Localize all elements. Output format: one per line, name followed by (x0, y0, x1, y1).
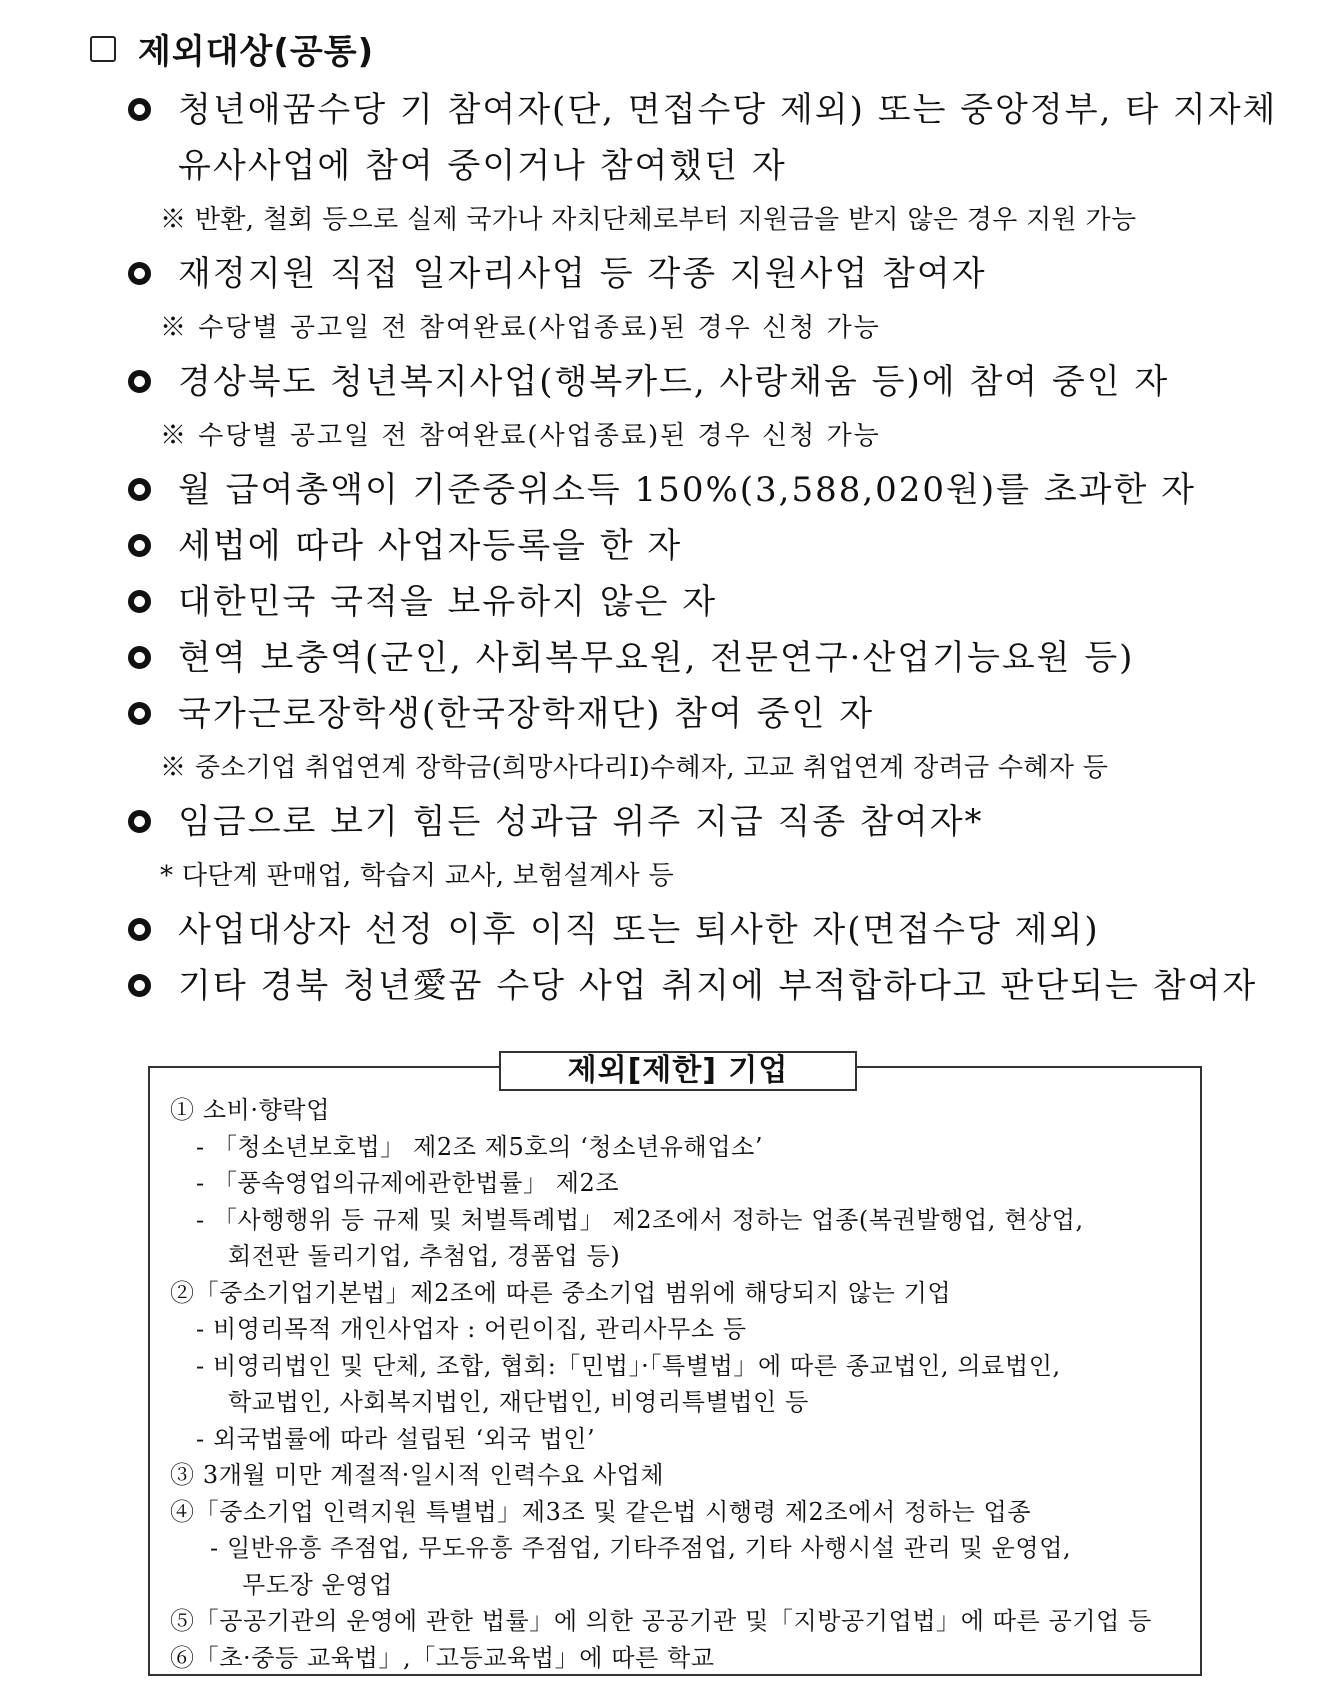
excluded-category-detail: - 「사행행위 등 규제 및 처벌특례법」 제2조에서 정하는 업종(복권발행업, 현상업, (196, 1205, 1084, 1234)
excluded-category: ③ 3개월 미만 계절적·일시적 인력수요 사업체 (170, 1461, 665, 1489)
excluded-category: ②「중소기업기본법」제2조에 따른 중소기업 범위에 해당되지 않는 기업 (170, 1278, 952, 1307)
ring-bullet-icon (128, 810, 151, 833)
exclusion-item (126, 246, 1226, 302)
exclusion-note: ※ 수당별 공고일 전 참여완료(사업종료)된 경우 신청 가능 (160, 313, 881, 343)
ring-bullet-icon (128, 534, 151, 557)
exclusion-item-text: 현역 보충역(군인, 사회복무요원, 전문연구·산업기능요원 등) (178, 638, 1135, 678)
exclusion-item-text: 청년애꿈수당 기 참여자(단, 면접수당 제외) 또는 중앙정부, 타 지자체 (178, 90, 1278, 130)
exclusion-note: ※ 반환, 철회 등으로 실제 국가나 자치단체로부터 지원금을 받지 않은 경우 지원 가능 (160, 205, 1137, 235)
ring-bullet-icon (128, 478, 151, 501)
excluded-category-detail: 무도장 운영업 (242, 1570, 393, 1599)
excluded-category-detail: - 외국법률에 따라 설립된 ‘외국 법인’ (196, 1424, 596, 1453)
exclusion-list (126, 82, 1278, 1014)
exclusion-item-text: 경상북도 청년복지사업(행복카드, 사랑채움 등)에 참여 중인 자 (178, 362, 1170, 402)
exclusion-item (126, 574, 1226, 630)
ring-bullet-icon (128, 974, 151, 997)
exclusion-item-text: 임금으로 보기 힘든 성과급 위주 지급 직종 참여자* (178, 802, 984, 842)
exclusion-item-text: 대한민국 국적을 보유하지 않은 자 (178, 582, 718, 622)
exclusion-item-text: 국가근로장학생(한국장학재단) 참여 중인 자 (178, 694, 875, 734)
ring-bullet-icon (128, 370, 151, 393)
excluded-companies-title: 제외[제한] 기업 (499, 1051, 857, 1091)
section-heading (90, 24, 374, 73)
excluded-category-detail: - 「풍속영업의규제에관한법률」 제2조 (196, 1169, 620, 1197)
ring-bullet-icon (128, 262, 151, 285)
exclusion-note: ※ 수당별 공고일 전 참여완료(사업종료)된 경우 신청 가능 (160, 421, 881, 451)
excluded-category-detail: - 일반유흥 주점업, 무도유흥 주점업, 기타주점업, 기타 사행시설 관리 및 운영업, (210, 1534, 1072, 1562)
excluded-category-detail: 회전판 돌리기업, 추첨업, 경품업 등) (228, 1242, 621, 1270)
exclusion-item-text: 기타 경북 청년愛꿈 수당 사업 취지에 부적합하다고 판단되는 참여자 (178, 966, 1258, 1006)
exclusion-item (126, 630, 1226, 686)
ring-bullet-icon (128, 98, 151, 121)
excluded-category-detail: 학교법인, 사회복지법인, 재단법인, 비영리특별법인 등 (228, 1388, 809, 1416)
section-heading-text: 제외대상(공통) (138, 32, 375, 72)
excluded-category-detail: - 비영리법인 및 단체, 조합, 협회:「민법」·「특별법」에 따른 종교법인, 의료법인, (196, 1351, 1061, 1380)
exclusion-item (126, 686, 1226, 742)
exclusion-item (126, 958, 1258, 1014)
checkbox-icon (90, 36, 116, 62)
exclusion-item (126, 82, 1278, 194)
excluded-category: ⑤「공공기관의 운영에 관한 법률」에 의한 공공기관 및「지방공기업법」에 따른 공기업 등 (170, 1607, 1152, 1635)
exclusion-item (126, 794, 1226, 850)
exclusion-item-text-continued: 유사사업에 참여 중이거나 참여했던 자 (178, 146, 787, 186)
excluded-companies-list (170, 1092, 1190, 1676)
exclusion-note: * 다단계 판매업, 학습지 교사, 보험설계사 등 (160, 861, 674, 891)
excluded-category: ④「중소기업 인력지원 특별법」제3조 및 같은법 시행령 제2조에서 정하는 업종 (170, 1497, 1032, 1526)
exclusion-item-text: 사업대상자 선정 이후 이직 또는 퇴사한 자(면접수당 제외) (178, 910, 1100, 950)
exclusion-item (126, 518, 1226, 574)
exclusion-note: ※ 중소기업 취업연계 장학금(희망사다리Ⅰ)수혜자, 고교 취업연계 장려금 수혜자 등 (160, 753, 1109, 783)
exclusion-item-text: 세법에 따라 사업자등록을 한 자 (178, 526, 683, 566)
ring-bullet-icon (128, 590, 151, 613)
exclusion-item-text: 재정지원 직접 일자리사업 등 각종 지원사업 참여자 (178, 254, 987, 294)
exclusion-item (126, 462, 1226, 518)
exclusion-item-text: 월 급여총액이 기준중위소득 150%(3,588,020원)를 초과한 자 (178, 470, 1196, 510)
excluded-category: ⑥「초·중등 교육법」,「고등교육법」에 따른 학교 (170, 1643, 715, 1672)
ring-bullet-icon (128, 646, 151, 669)
excluded-category-detail: - 비영리목적 개인사업자 : 어린이집, 관리사무소 등 (196, 1315, 747, 1343)
excluded-category-detail: - 「청소년보호법」 제2조 제5호의 ‘청소년유해업소’ (196, 1132, 764, 1161)
ring-bullet-icon (128, 918, 151, 941)
ring-bullet-icon (128, 702, 151, 725)
exclusion-item (126, 902, 1226, 958)
exclusion-item (126, 354, 1226, 410)
excluded-category: ① 소비·향락업 (170, 1096, 330, 1124)
